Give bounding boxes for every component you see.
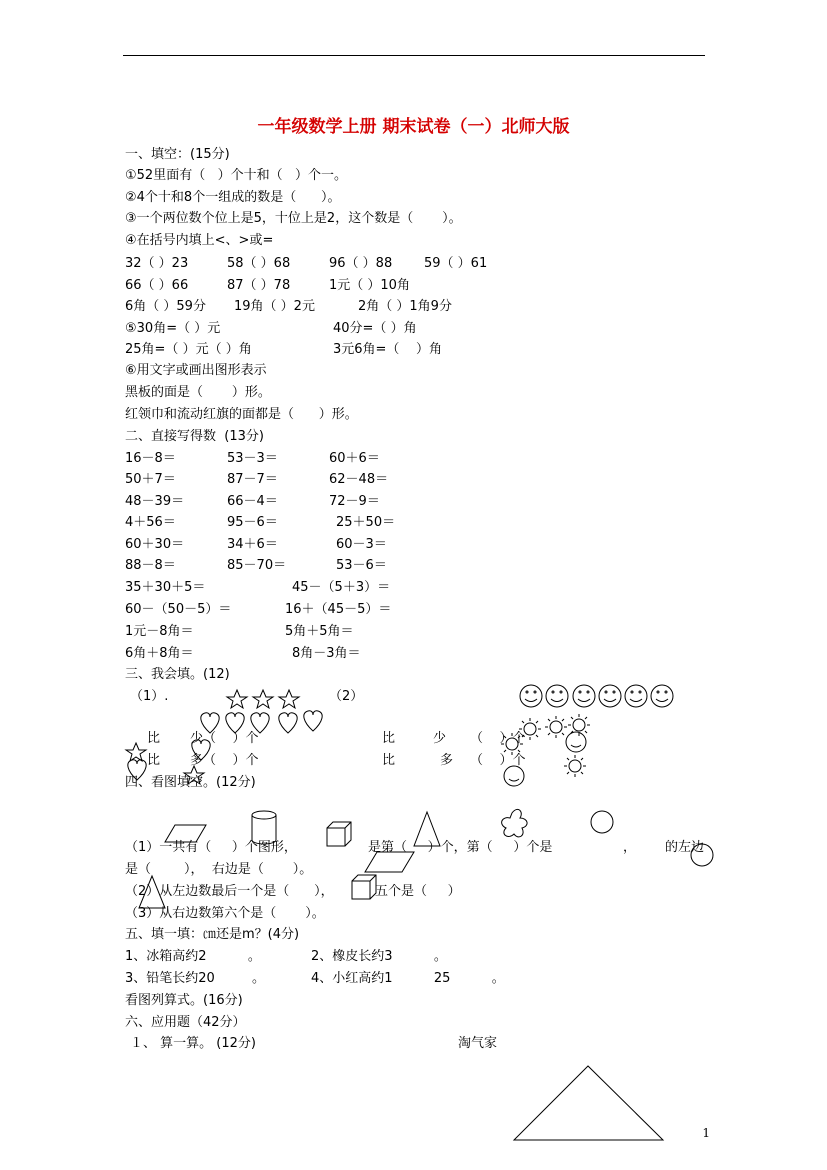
- calc-item: 60＋30＝: [125, 537, 185, 552]
- calc-item: 95－6＝: [227, 515, 278, 530]
- compare-item: 2角（ ）1角9分: [358, 299, 452, 314]
- calc-item: 87－7＝: [227, 472, 278, 487]
- compare-text: （ ）个: [470, 753, 526, 768]
- compare-text: 多: [440, 753, 454, 768]
- calc-item: 1元－8角＝: [125, 624, 194, 639]
- question-line: 2、橡皮长约3 。: [311, 949, 447, 964]
- calc-item: 34＋6＝: [227, 537, 278, 552]
- question-line: （1）一共有（ ）个图形，: [125, 840, 297, 855]
- compare-text: 少: [433, 731, 447, 746]
- calc-item: 35＋30＋5＝: [125, 580, 206, 595]
- calc-item: 66－4＝: [227, 494, 278, 509]
- compare-text: 比: [382, 753, 396, 768]
- question-line: 淘气家: [458, 1036, 498, 1051]
- question-line: ②4个十和8个一组成的数是（ ）。: [125, 190, 341, 205]
- compare-item: 96（ ）88: [329, 256, 393, 271]
- question-line: 4、小红高约1 25 。: [311, 971, 505, 986]
- calc-item: 6角＋8角＝: [125, 646, 194, 661]
- calc-item: 72－9＝: [329, 494, 380, 509]
- question-line: 的左边: [665, 840, 705, 855]
- calc-item: 85－70＝: [227, 558, 287, 573]
- question-line: 25角=（ ）元（ ）角: [125, 342, 252, 357]
- calc-item: 50＋7＝: [125, 472, 176, 487]
- question-line: １、 算一算。 (12分): [130, 1036, 256, 1051]
- compare-item: 59（ ）61: [424, 256, 488, 271]
- page-number: 1: [702, 1126, 710, 1140]
- compare-item: 87（ ）78: [227, 278, 291, 293]
- calc-item: 5角＋5角＝: [285, 624, 354, 639]
- calc-item: 45－（5＋3）＝: [292, 580, 391, 595]
- question-line: ③一个两位数个位上是5，十位上是2，这个数是（ ）。: [125, 211, 462, 226]
- section-heading: 四、看图填空。(12分): [125, 775, 256, 790]
- compare-item: 32（ ）23: [125, 256, 189, 271]
- question-line: ①52里面有（ ）个十和（ ）个一。: [125, 168, 347, 183]
- compare-item: 6角（ ）59分: [125, 299, 206, 314]
- question-line: 红领巾和流动红旗的面都是（ ）形。: [125, 407, 358, 422]
- calc-item: 53－6＝: [336, 558, 387, 573]
- page-title: 一年级数学上册 期末试卷（一）北师大版: [257, 117, 570, 137]
- question-line: 五个是（ ）: [375, 884, 461, 899]
- question-line: 3元6角=（ ）角: [333, 342, 442, 357]
- section-heading: 二、直接写得数 (13分): [125, 429, 264, 444]
- compare-text: 少（ ）个: [190, 731, 259, 746]
- calc-item: 60－3＝: [336, 537, 387, 552]
- question-line: 40分=（ ）角: [333, 321, 417, 336]
- compare-item: 19角（ ）2元: [234, 299, 315, 314]
- section-heading: 一、填空：(15分): [125, 147, 230, 162]
- compare-text: 多（ ）个: [190, 753, 259, 768]
- smiley-faces-icon: [504, 685, 673, 786]
- compare-text: 比: [382, 731, 396, 746]
- compare-item: 58（ ）68: [227, 256, 291, 271]
- calc-item: 62－48＝: [329, 472, 389, 487]
- calc-item: 16＋（45－5）＝: [285, 602, 392, 617]
- calc-item: 60－（50－5）＝: [125, 602, 232, 617]
- section-heading: 三、我会填。(12): [125, 667, 230, 682]
- compare-text: 比: [147, 753, 161, 768]
- calc-item: 8角－3角＝: [292, 646, 361, 661]
- calc-item: 48－39＝: [125, 494, 185, 509]
- compare-text: （ ）个: [470, 731, 526, 746]
- question-line: （3）从右边数第六个是（ ）。: [125, 906, 325, 921]
- compare-item: 66（ ）66: [125, 278, 189, 293]
- calc-item: 25＋50＝: [336, 515, 396, 530]
- question-line: 是第（ ）个，第（ ）个是: [368, 840, 553, 855]
- calc-item: 16－8＝: [125, 451, 176, 466]
- question-line: ⑤30角=（ ）元: [125, 321, 221, 336]
- question-line: 黑板的面是（ ）形。: [125, 385, 271, 400]
- compare-text: 比: [147, 731, 161, 746]
- calc-item: 53－3＝: [227, 451, 278, 466]
- calc-item: 60＋6＝: [329, 451, 380, 466]
- calc-item: 4＋56＝: [125, 515, 176, 530]
- question-line: ，: [623, 840, 637, 855]
- sub-label: （1）.: [130, 689, 169, 704]
- question-line: ④在括号内填上<、>或=: [125, 233, 274, 248]
- header-rule: [123, 55, 705, 56]
- question-line: ⑥用文字或画出图形表示: [125, 363, 267, 378]
- question-line: 1、冰箱高约2 。: [125, 949, 261, 964]
- compare-item: 1元（ ）10角: [329, 278, 410, 293]
- section-heading: 六、应用题（42分）: [125, 1015, 246, 1030]
- question-line: 3、铅笔长约20 。: [125, 971, 266, 986]
- question-line: 是（ ）， 右边是（ ）。: [125, 862, 313, 877]
- question-line: 看图列算式。(16分): [125, 993, 243, 1008]
- section-heading: 五、填一填：㎝还是m？(4分): [125, 927, 300, 942]
- sub-label: （2）: [329, 689, 364, 704]
- question-line: （2）从左边数最后一个是（ ），: [125, 884, 334, 899]
- calc-item: 88－8＝: [125, 558, 176, 573]
